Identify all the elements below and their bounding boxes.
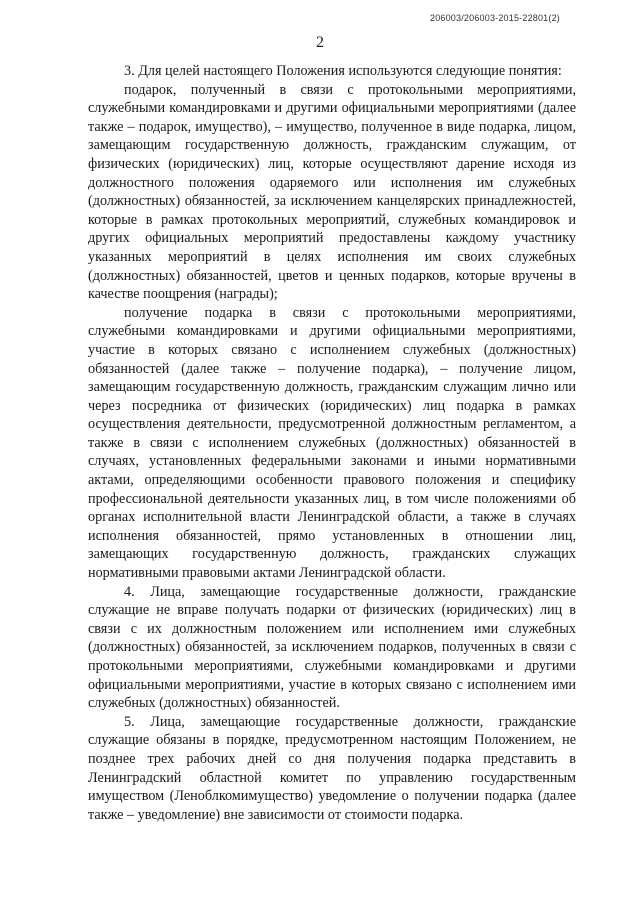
document-code: 206003/206003-2015-22801(2) xyxy=(429,13,560,23)
definition-gift: подарок, полученный в связи с протокольными мероприятиями, служебными командировками и другими официальными мероприятиями (далее также – подарок, имущество), – имущество, полученное в виде подарка, лицом, замещающим государственную должность, гражданским служащим, от физических (юридических) лиц, которые осуществляют дарение исходя из должностного положения одаряемого или исполнения им служебных (должностных) обязанностей, за исключением канцелярских принадлежностей, которые в рамках протокольных мероприятий, служебных командировок и других официальных мероприятий предоставлены каждому участнику указанных мероприятий в целях исполнения им своих служебных (должностных) обязанностей, цветов и ценных подарков, которые вручены в качестве поощрения (награды); xyxy=(88,81,576,303)
paragraph-3: 3. Для целей настоящего Положения используются следующие понятия: xyxy=(124,63,562,79)
paragraph-5: 5. Лица, замещающие государственные должности, гражданские служащие обязаны в порядке, предусмотренном настоящим Положением, не позднее трех рабочих дней со дня получения подарка представить в Ленинградский областной комитет по управлению государственным имуществом (Леноблкомимущество) уведомление о получении подарка (далее также – уведомление) вне зависимости от стоимости подарка. xyxy=(88,713,576,823)
paragraph-4: 4. Лица, замещающие государственные должности, гражданские служащие не вправе получать подарки от физических (юридических) лиц в связи с их должностным положением или исполнением ими служебных (должностных) обязанностей, за исключением подарков, полученных в связи с протокольными мероприятиями, служебными командировками и другими официальными мероприятиями, участие в которых связано с исполнением ими служебных (должностных) обязанностей. xyxy=(88,583,576,712)
definition-gift-receipt: получение подарка в связи с протокольными мероприятиями, служебными командировками и другими официальными мероприятиями, участие в которых связано с исполнением служебных (должностных) обязанностей (далее также – получение подарка), – получение лицом, замещающим государственную должность, гражданским служащим лично или через посредника от физических (юридических) лиц подарка в рамках осуществления деятельности, предусмотренной должностным регламентом, а также в связи с исполнением служебных (должностных) обязанностей в случаях, установленных федеральными законами и иными нормативными актами, определяющими особенности правового положения и специфику профессиональной деятельности указанных лиц, в том числе положениями об органах исполнительной власти Ленинградской области, а также в случаях исполнения обязанностей, прямо установленных в отношении лиц, замещающих государственную должность, гражданских служащих нормативными правовыми актами Ленинградской области. xyxy=(88,304,576,582)
page-number: 2 xyxy=(316,34,324,51)
document-body xyxy=(88,62,576,824)
